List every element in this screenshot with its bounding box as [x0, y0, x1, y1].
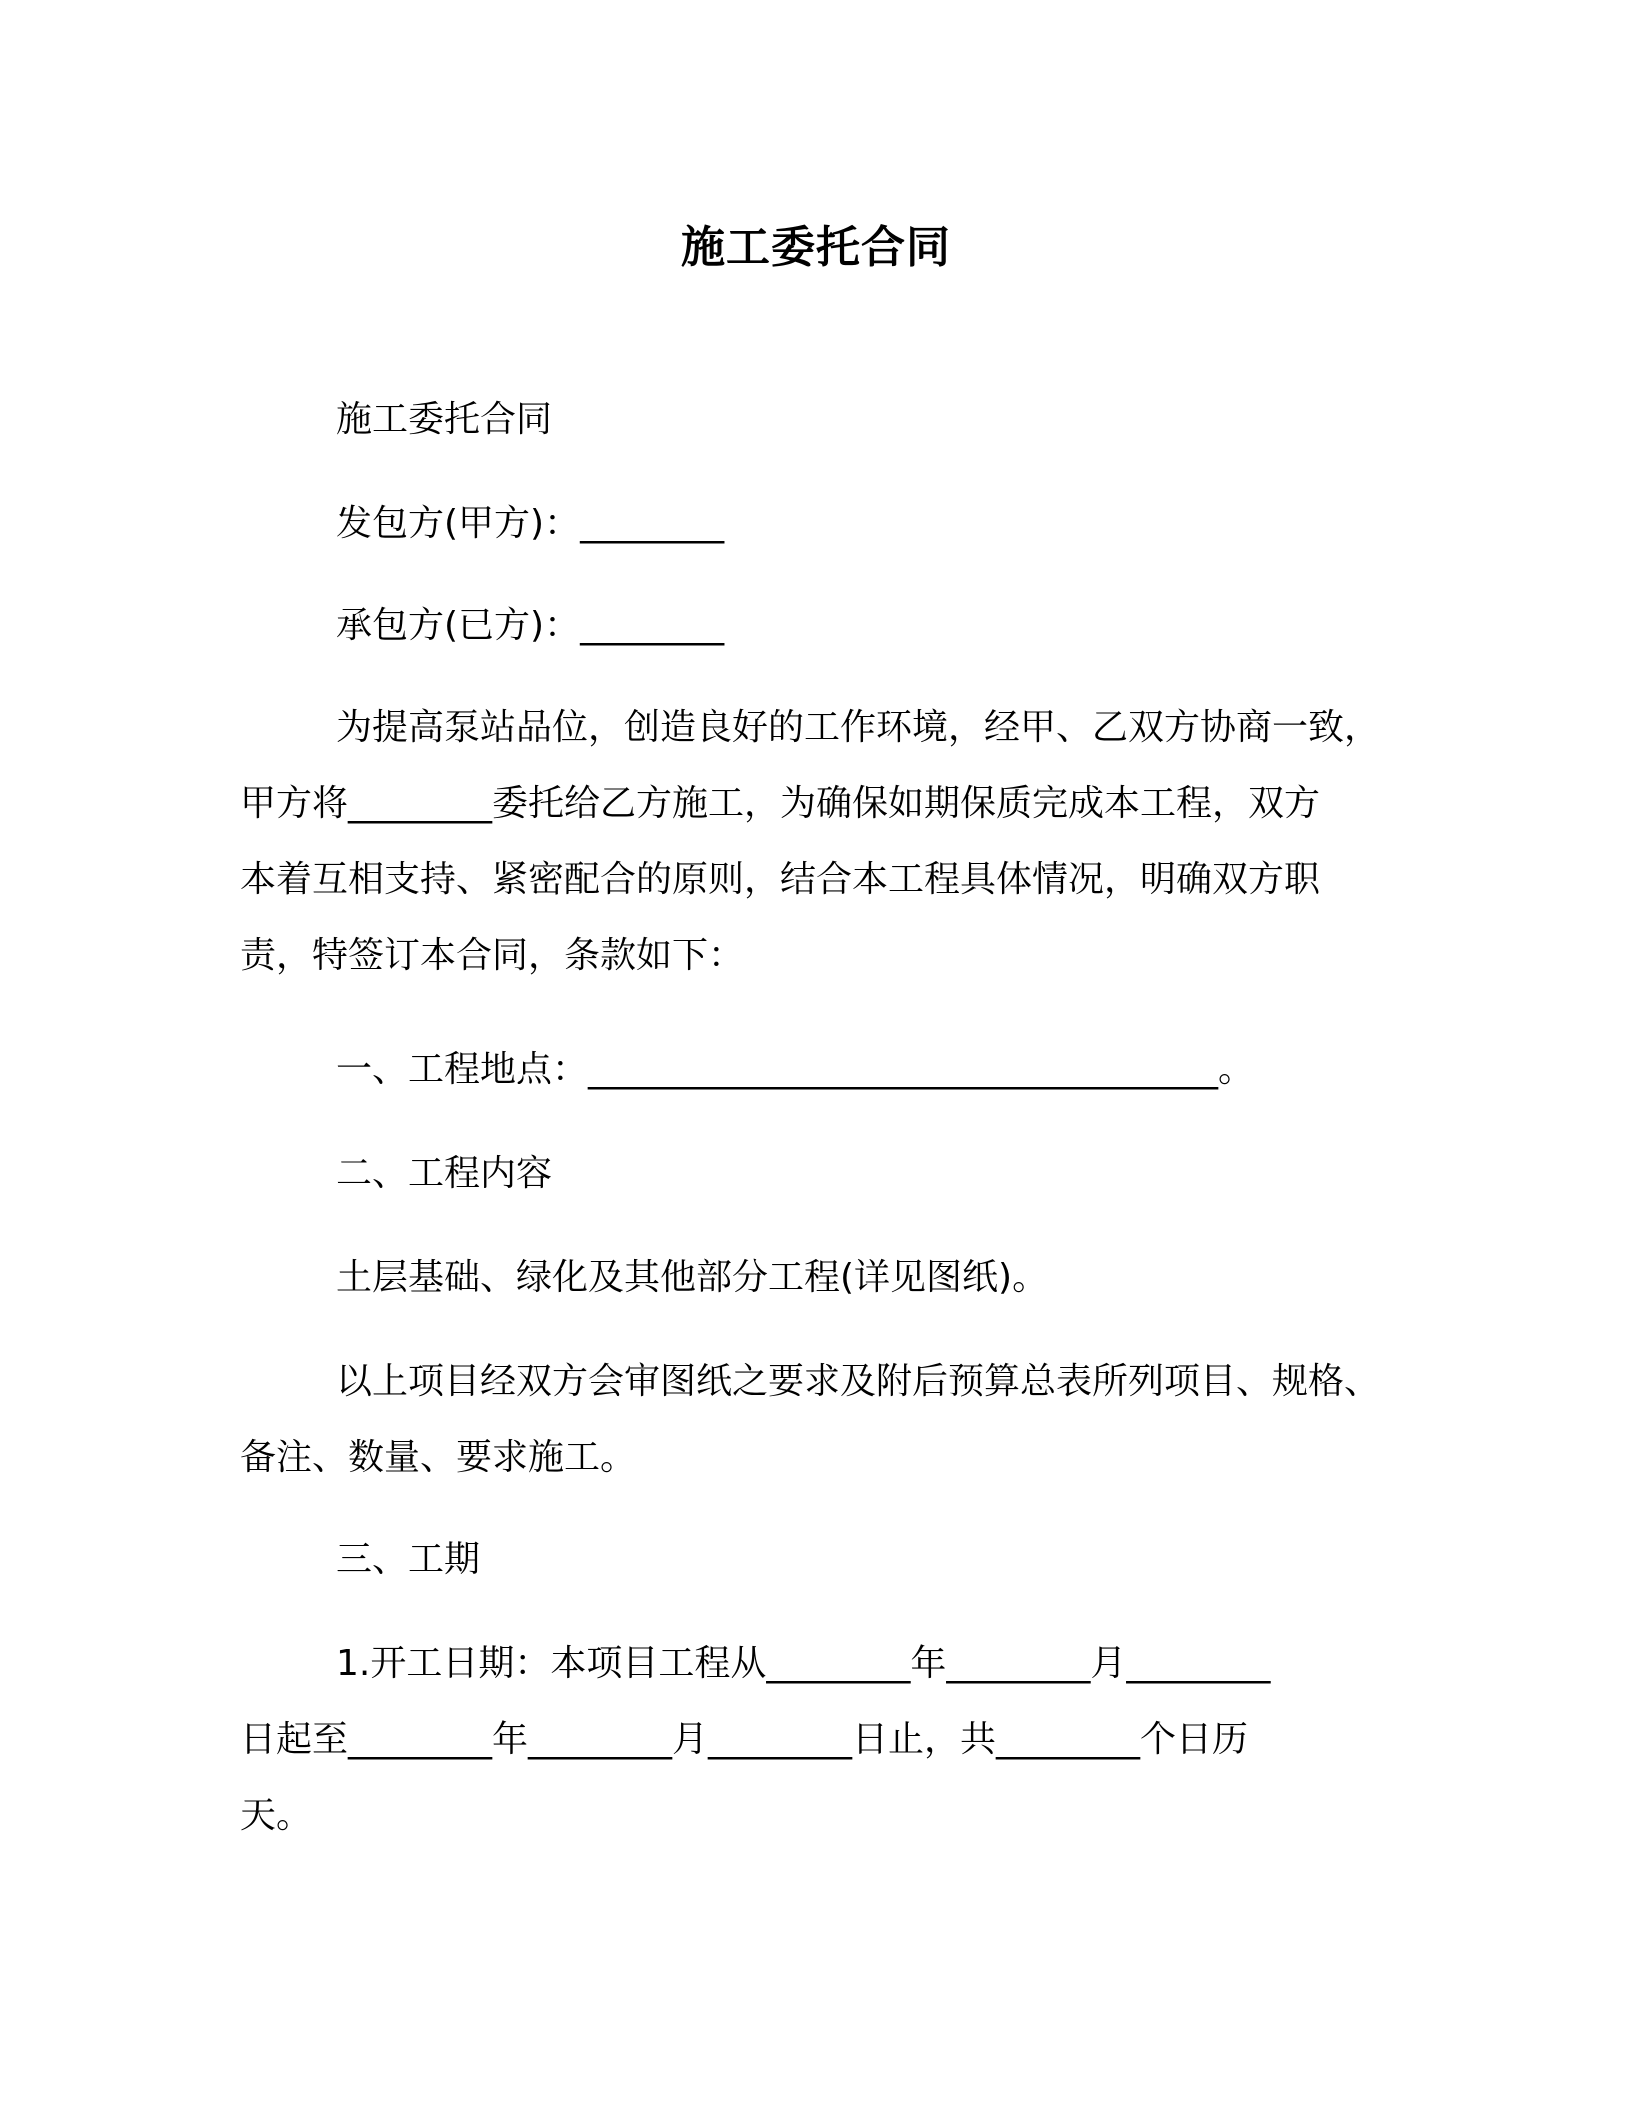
contract-heading: 施工委托合同: [336, 399, 553, 440]
document-title: 施工委托合同: [681, 222, 951, 273]
intro-line-2: 甲方将________委托给乙方施工，为确保如期保质完成本工程，双方: [240, 783, 1321, 824]
intro-paragraph: [240, 690, 1400, 994]
section-3-item-1-line-2: 日起至________年________月________日止，共________个日历: [240, 1719, 1249, 1760]
section-2-note: [240, 1344, 1400, 1496]
intro-line-3: 本着互相支持、紧密配合的原则，结合本工程具体情况，明确双方职: [240, 859, 1321, 900]
section-3-item-1-line-3: 天。: [240, 1795, 313, 1836]
section-2-note-line-1: 以上项目经双方会审图纸之要求及附后预算总表所列项目、规格、: [336, 1361, 1381, 1402]
section-2-note-line-2: 备注、数量、要求施工。: [240, 1437, 637, 1478]
party-b-line: 承包方(已方)：________: [336, 605, 725, 646]
party-a-line: 发包方(甲方)：________: [336, 503, 725, 544]
section-2-heading: 二、工程内容: [336, 1153, 553, 1194]
intro-line-1: 为提高泵站品位，创造良好的工作环境，经甲、乙双方协商一致，: [336, 707, 1381, 748]
section-3-item-1: [240, 1626, 1400, 1854]
intro-line-4: 责，特签订本合同，条款如下：: [240, 935, 745, 976]
section-1-location: 一、工程地点：___________________________________。: [336, 1049, 1255, 1090]
section-3-heading: 三、工期: [336, 1539, 481, 1580]
section-2-content: 土层基础、绿化及其他部分工程(详见图纸)。: [336, 1257, 1049, 1298]
section-3-item-1-line-1: 1.开工日期：本项目工程从________年________月________: [336, 1643, 1271, 1684]
